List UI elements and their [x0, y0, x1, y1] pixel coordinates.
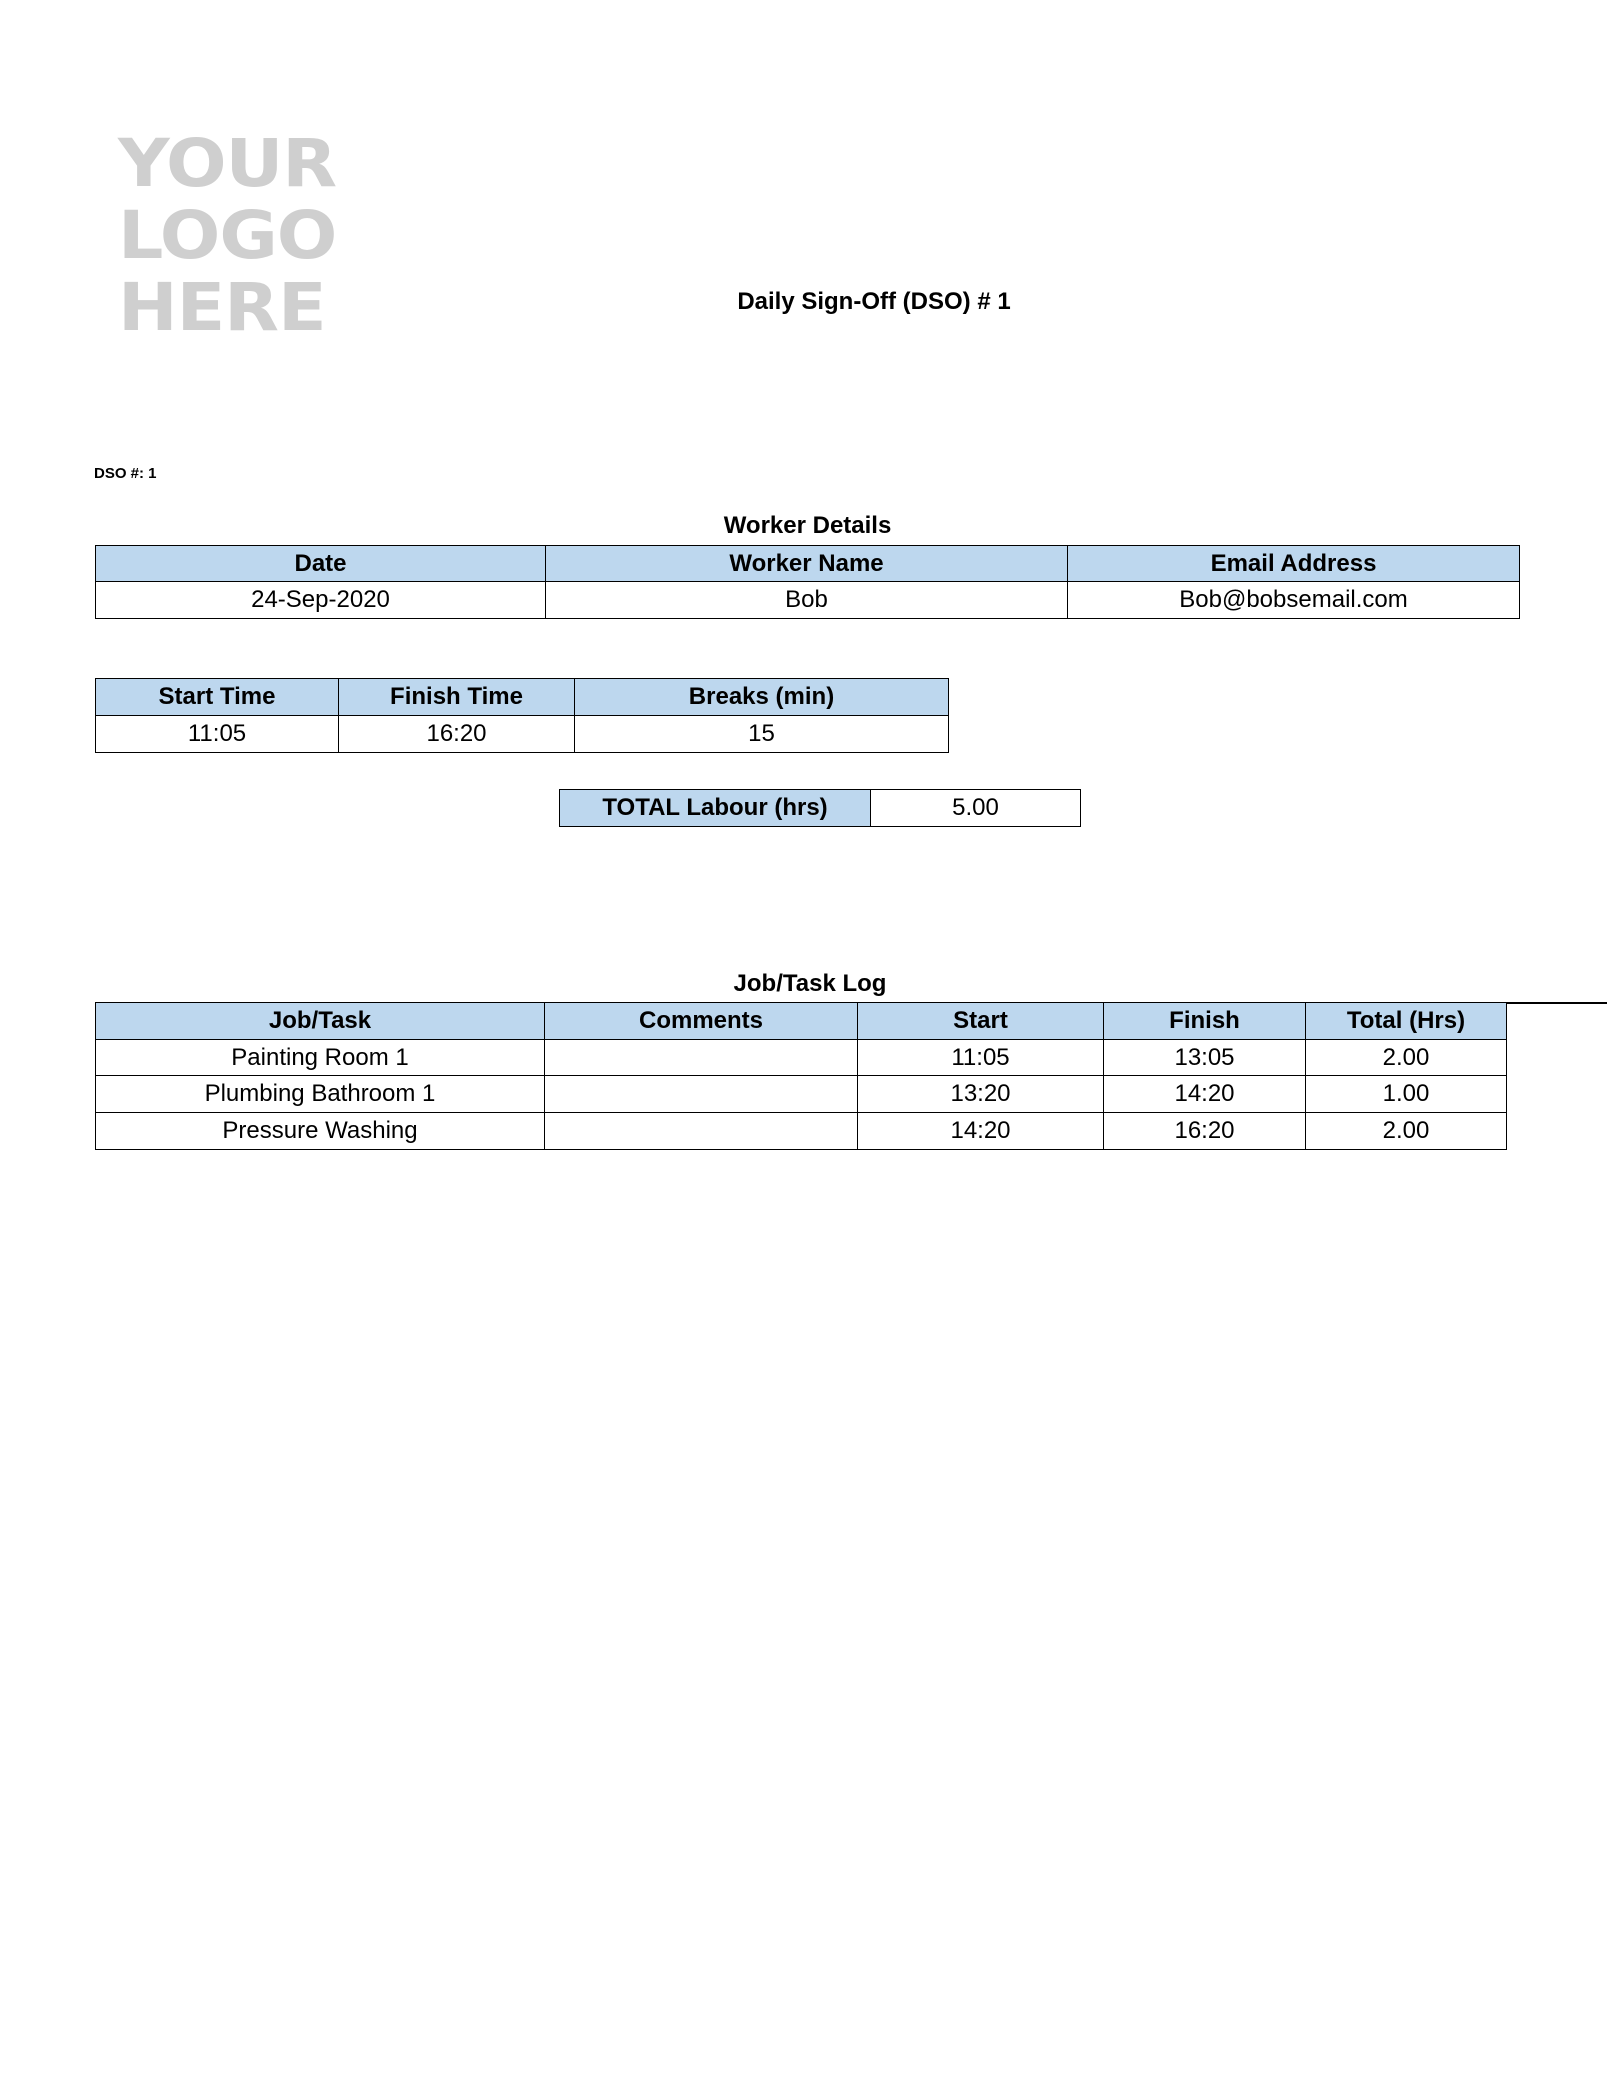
job-log-caption: Job/Task Log — [733, 970, 887, 997]
cell-comments — [545, 1076, 858, 1113]
cell-finish: 14:20 — [1104, 1076, 1306, 1113]
header-total-hrs: Total (Hrs) — [1306, 1003, 1507, 1040]
document-title: Daily Sign-Off (DSO) # 1 — [737, 288, 1011, 315]
logo-line: HERE — [118, 269, 326, 346]
table-row — [96, 582, 1520, 619]
header-breaks: Breaks (min) — [575, 679, 949, 716]
worker-details-caption: Worker Details — [723, 512, 892, 539]
table-row — [96, 1040, 1507, 1076]
cell-comments — [545, 1040, 858, 1076]
cell-job-task: Pressure Washing — [96, 1113, 545, 1150]
cell-job-task: Painting Room 1 — [96, 1040, 545, 1076]
table-header-row — [96, 679, 949, 716]
time-details-table — [95, 678, 949, 753]
header-date: Date — [96, 546, 546, 582]
total-labour-label: TOTAL Labour (hrs) — [560, 790, 871, 827]
header-comments: Comments — [545, 1003, 858, 1040]
cell-start: 13:20 — [858, 1076, 1104, 1113]
header-start: Start — [858, 1003, 1104, 1040]
cell-start-time: 11:05 — [96, 716, 339, 753]
total-labour-value: 5.00 — [871, 790, 1081, 827]
logo-line: YOUR — [118, 125, 337, 202]
table-row — [96, 1076, 1507, 1113]
cell-comments — [545, 1113, 858, 1150]
cell-worker-name: Bob — [546, 582, 1068, 619]
dso-number-label: DSO #: 1 — [94, 465, 157, 482]
header-job-task: Job/Task — [96, 1003, 545, 1040]
table-row — [96, 716, 949, 753]
cell-start: 14:20 — [858, 1113, 1104, 1150]
cell-finish: 16:20 — [1104, 1113, 1306, 1150]
logo-line: LOGO — [118, 197, 337, 274]
header-finish-time: Finish Time — [339, 679, 575, 716]
total-labour-row — [560, 790, 1081, 827]
cell-start: 11:05 — [858, 1040, 1104, 1076]
cell-finish: 13:05 — [1104, 1040, 1306, 1076]
header-finish: Finish — [1104, 1003, 1306, 1040]
divider-line — [1506, 1002, 1607, 1004]
total-labour-table — [559, 789, 1081, 827]
cell-email-address: Bob@bobsemail.com — [1068, 582, 1520, 619]
cell-finish-time: 16:20 — [339, 716, 575, 753]
table-row — [96, 1113, 1507, 1150]
header-worker-name: Worker Name — [546, 546, 1068, 582]
cell-date: 24-Sep-2020 — [96, 582, 546, 619]
cell-breaks: 15 — [575, 716, 949, 753]
header-email-address: Email Address — [1068, 546, 1520, 582]
cell-total-hrs: 1.00 — [1306, 1076, 1507, 1113]
table-header-row — [96, 546, 1520, 582]
worker-details-table — [95, 545, 1520, 619]
header-start-time: Start Time — [96, 679, 339, 716]
cell-total-hrs: 2.00 — [1306, 1113, 1507, 1150]
cell-job-task: Plumbing Bathroom 1 — [96, 1076, 545, 1113]
table-header-row — [96, 1003, 1507, 1040]
logo-placeholder — [118, 125, 356, 346]
cell-total-hrs: 2.00 — [1306, 1040, 1507, 1076]
job-log-table — [95, 1002, 1507, 1150]
